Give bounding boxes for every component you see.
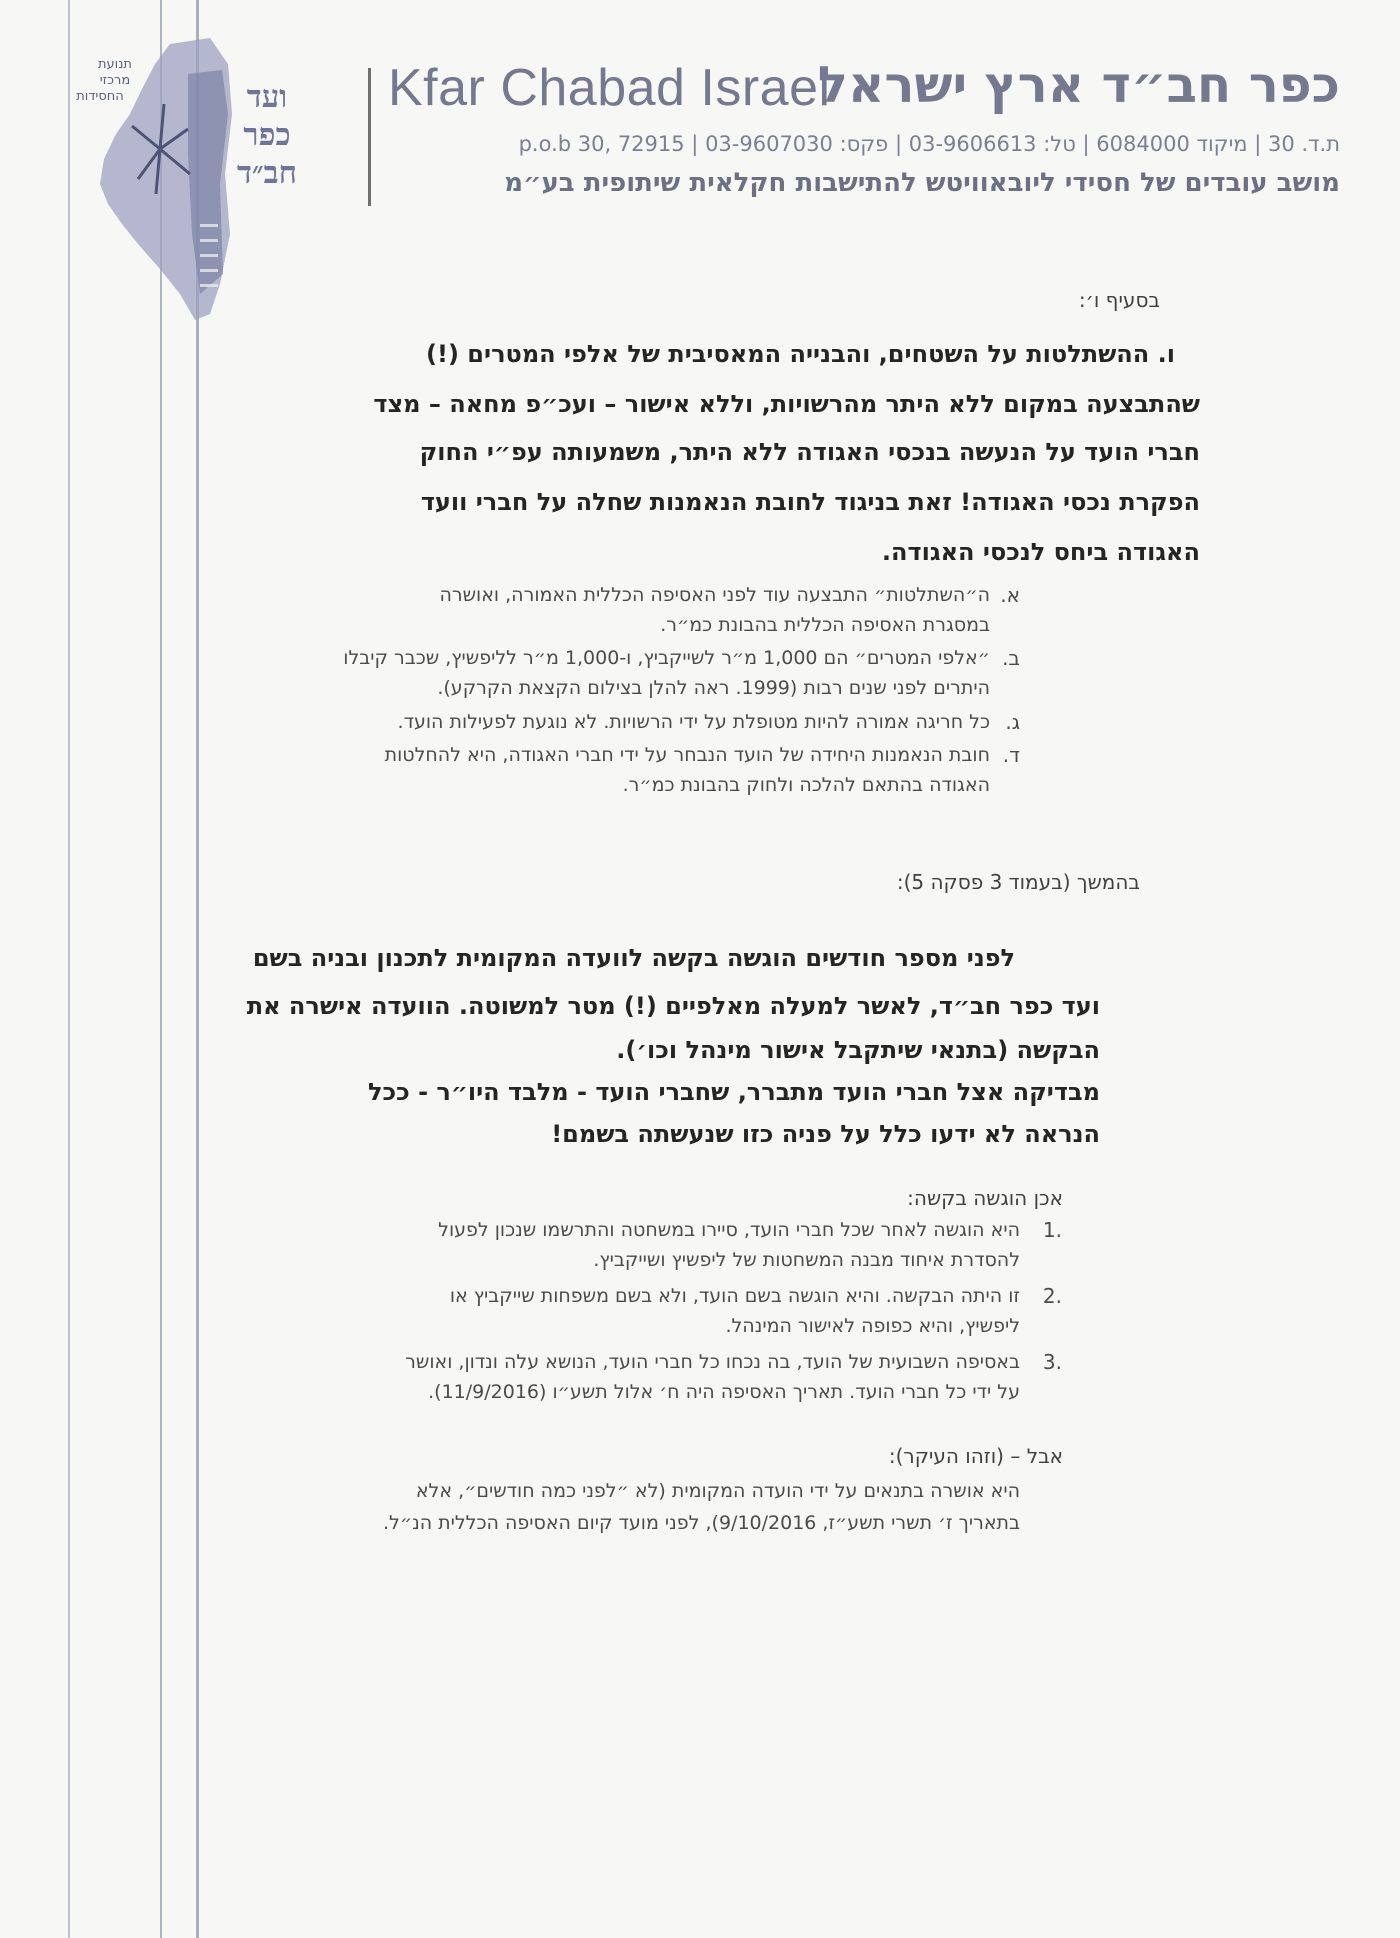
letterhead-contact: ת.ד. 30 | מיקוד 6084000 | טל: 03-9606613 | פקס: 03-9607030 | p.o.b 30, 72915 (518, 132, 1340, 156)
request-line: היא הוגשה לאחר שכל חברי הועד, סיירו במשחטה והתרשמו שנכון לפעול (438, 1219, 1020, 1241)
request-line: ליפשיץ, והיא כפופה לאישור המינהל. (725, 1315, 1020, 1337)
request-line: על ידי כל חברי הועד. תאריך האסיפה היה ח׳ אלול תשע״ו (11/9/2016). (428, 1381, 1020, 1403)
letterhead-title-en: Kfar Chabad Israel (388, 59, 831, 117)
request-label: אכן הוגשה בקשה: (907, 1186, 1063, 1210)
note-marker: ג. (1005, 710, 1020, 734)
logo-vaad-line: חב״ד (237, 155, 297, 191)
header-separator (368, 68, 371, 206)
note-line: האגודה בהתאם להלכה ולחוק בהבונת כמ״ר. (622, 774, 990, 796)
note-line: היתרים לפני שנים רבות (1999. ראה להלן בצילום הקצאת הקרקע). (437, 677, 990, 699)
logo-map-text-2: מרכזי (99, 73, 131, 88)
final-line: היא אושרה בתנאים על ידי הועדה המקומית (לא ״לפני כמה חודשים״, אלא (415, 1480, 1020, 1502)
note-line: חובת הנאמנות היחידה של הועד הנבחר על ידי חברי האגודה, היא להחלטות (384, 744, 990, 766)
letterhead-subtitle: מושב עובדים של חסידי ליובאוויטש להתישבות חקלאית שיתופית בע״מ (504, 168, 1340, 198)
logo-map-text-1: תנועת (98, 57, 132, 72)
note-line: במסגרת האסיפה הכללית בהבונת כמ״ר. (660, 614, 990, 636)
request-line: באסיפה השבועית של הועד, בה נכחו כל חברי הועד, הנושא עלה ונדון, ואושר (405, 1351, 1020, 1373)
clause-line: שהתבצעה במקום ללא היתר מהרשויות, וללא אישור – ועכ״פ מחאה – מצד (373, 390, 1200, 418)
quote-line: לפני מספר חודשים הוגשה בקשה לוועדה המקומית לתכנון ובניה בשם (252, 944, 1015, 972)
logo-vaad-line: כפר (243, 117, 291, 153)
logo-map-text-3: החסידות (76, 89, 124, 104)
quote-line: ועד כפר חב״ד, לאשר למעלה מאלפיים (!) מטר למשוטה. הוועדה אישרה את (246, 992, 1100, 1020)
request-line: זו היתה הבקשה. והיא הוגשה בשם הועד, ולא בשם משפחות שייקביץ או (449, 1285, 1020, 1307)
but-label: אבל – (וזהו העיקר): (888, 1444, 1063, 1468)
request-marker: .3 (1042, 1350, 1062, 1374)
final-line: בתאריך ז׳ תשרי תשע״ז, 9/10/2016), לפני מועד קיום האסיפה הכללית הנ״ל. (383, 1512, 1020, 1534)
note-line: ״אלפי המטרים״ הם 1,000 מ״ר לשייקביץ, ו-1,000 מ״ר לליפשיץ, שכבר קיבלו (343, 647, 990, 669)
israel-map-logo-icon (60, 34, 235, 324)
logo-vaad-text (222, 78, 312, 192)
note-line: כל חריגה אמורה להיות מטופלת על ידי הרשויות. לא נוגעת לפעילות הועד. (397, 711, 990, 733)
quote-line: הבקשה (בתנאי שיתקבל אישור מינהל וכו׳). (616, 1036, 1100, 1064)
request-marker: .2 (1042, 1284, 1062, 1308)
clause-line: הפקרת נכסי האגודה! זאת בניגוד לחובת הנאמנות שחלה על חברי וועד (420, 488, 1200, 516)
letterhead-title-he: כפר חב״ד ארץ ישראל (817, 56, 1340, 114)
section-label: בסעיף ו׳: (1078, 288, 1160, 312)
request-marker: .1 (1042, 1218, 1062, 1242)
note-marker: ד. (1002, 743, 1020, 767)
clause-line: חברי הועד על הנעשה בנכסי האגודה ללא היתר, משמעותה עפ״י החוק (419, 438, 1200, 466)
note-line: ה״השתלטות״ התבצעה עוד לפני האסיפה הכללית האמורה, ואושרה (439, 584, 990, 606)
clause-line: ו. ההשתלטות על השטחים, והבנייה המאסיבית של אלפי המטרים (!) (426, 340, 1175, 368)
request-line: להסדרת איחוד מבנה המשחטות של ליפשיץ ושייקביץ. (593, 1249, 1020, 1271)
note-marker: א. (1000, 583, 1020, 607)
clause-line: האגודה ביחס לנכסי האגודה. (881, 538, 1200, 566)
note-marker: ב. (1002, 646, 1020, 670)
quote-line: מבדיקה אצל חברי הועד מתברר, שחברי הועד - מלבד היו״ר - ככל (368, 1078, 1100, 1106)
logo-vaad-line: ועד (246, 79, 288, 115)
quote-line: הנראה לא ידעו כלל על פניה כזו שנעשתה בשמם! (551, 1120, 1100, 1148)
continuation-label: בהמשך (בעמוד 3 פסקה 5): (896, 870, 1140, 894)
